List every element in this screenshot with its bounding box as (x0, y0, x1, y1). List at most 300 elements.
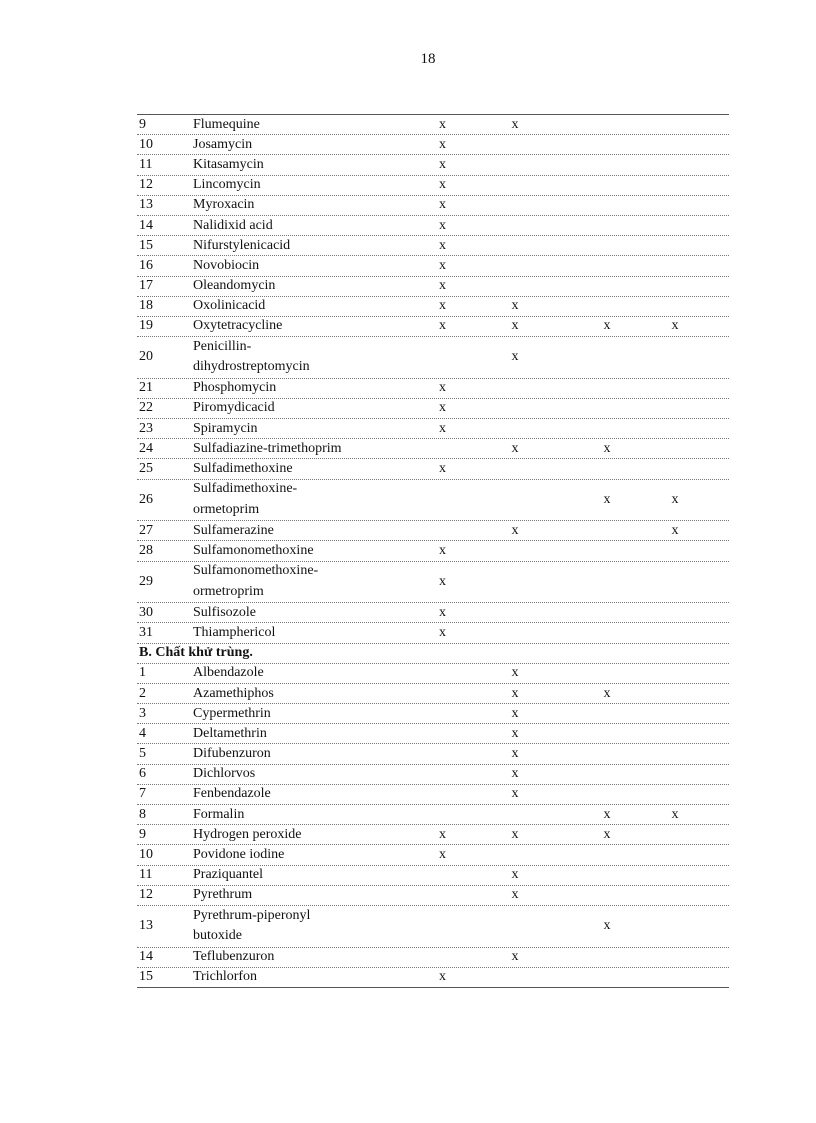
row-number: 1 (139, 665, 146, 681)
substance-name (193, 439, 437, 459)
substance-name-line: dihydrostreptomycin (193, 359, 310, 375)
substance-name (193, 744, 437, 764)
table-row (137, 337, 729, 379)
mark-col-4 (641, 603, 709, 623)
substance-name (193, 175, 437, 195)
mark-col-4 (641, 419, 709, 439)
row-number: 6 (139, 766, 146, 782)
row-number: 2 (139, 685, 146, 701)
mark-cells (437, 216, 729, 236)
section-label: B. Chất khử trùng. (139, 645, 253, 661)
mark-cells (437, 541, 729, 561)
row-number: 13 (139, 197, 153, 213)
mark-col-1: x (439, 461, 446, 476)
substance-name-line: Oxolinicacid (193, 298, 266, 314)
table-row (137, 419, 729, 439)
mark-col-4 (641, 704, 709, 724)
mark-col-4 (641, 825, 709, 845)
substance-name (193, 865, 437, 885)
row-number: 19 (139, 318, 153, 334)
mark-col-2 (457, 845, 573, 865)
mark-cells (437, 398, 729, 418)
mark-col-2 (457, 541, 573, 561)
mark-cells (437, 947, 729, 967)
mark-col-3 (573, 216, 641, 236)
mark-col-2 (457, 419, 573, 439)
table-row (137, 866, 729, 886)
mark-col-4 (641, 459, 709, 479)
table-row (137, 704, 729, 724)
mark-col-4 (641, 865, 709, 885)
row-number: 15 (139, 237, 153, 253)
substance-name-line: Dichlorvos (193, 766, 256, 782)
substance-name-line: Oxytetracycline (193, 318, 283, 334)
mark-col-4 (641, 378, 709, 398)
mark-cells (437, 684, 729, 704)
table-row (137, 785, 729, 805)
mark-col-3 (573, 603, 641, 623)
substance-name (193, 663, 437, 683)
substance-name-line: Sulfamonomethoxine- (193, 563, 319, 579)
mark-col-2: x (511, 116, 519, 132)
substance-name (193, 459, 437, 479)
mark-col-1 (437, 347, 457, 368)
mark-col-3 (573, 236, 641, 256)
mark-col-1 (437, 521, 457, 541)
mark-col-1: x (439, 624, 446, 640)
mark-cells (437, 155, 729, 175)
mark-col-3 (573, 115, 641, 135)
substance-name-line: Nifurstylenicacid (193, 237, 291, 253)
substance-name (193, 521, 437, 541)
mark-cells (437, 704, 729, 724)
mark-col-1: x (439, 197, 446, 213)
substance-name-line: Trichlorfon (193, 969, 258, 985)
mark-col-3: x (603, 440, 611, 456)
table-row (137, 886, 729, 906)
substance-name-line: Hydrogen peroxide (193, 826, 302, 842)
mark-cells (437, 764, 729, 784)
mark-col-1 (437, 764, 457, 784)
row-number: 20 (139, 349, 153, 365)
row-number: 30 (139, 604, 153, 620)
row-number: 12 (139, 177, 153, 193)
mark-col-2: x (511, 318, 519, 334)
substance-name (193, 216, 437, 236)
substance-name-line: Piromydicacid (193, 400, 275, 416)
mark-col-3 (573, 724, 641, 744)
mark-col-2: x (511, 826, 519, 842)
mark-col-2: x (511, 766, 519, 782)
table-row (137, 196, 729, 216)
mark-col-3 (573, 845, 641, 865)
mark-col-1: x (439, 318, 446, 334)
mark-cells (437, 865, 729, 885)
mark-col-2 (457, 967, 573, 987)
row-number: 21 (139, 380, 153, 396)
table-row (137, 603, 729, 623)
row-number: 10 (139, 847, 153, 862)
mark-cells (437, 296, 729, 316)
mark-col-4 (641, 663, 709, 683)
substance-name-line: Myroxacin (193, 197, 255, 213)
table-row (137, 155, 729, 175)
substance-name-line: Formalin (193, 806, 245, 822)
mark-col-4 (641, 236, 709, 256)
mark-cells (437, 347, 729, 368)
row-number: 5 (139, 746, 146, 762)
substance-name (193, 704, 437, 724)
substance-name (193, 479, 437, 520)
mark-col-2 (457, 236, 573, 256)
mark-col-3 (573, 256, 641, 276)
section-header (137, 644, 729, 664)
mark-col-3 (573, 541, 641, 561)
substance-name-line: Azamethiphos (193, 685, 274, 701)
substance-name (193, 947, 437, 967)
mark-col-1: x (439, 177, 446, 193)
mark-cells (437, 603, 729, 623)
substance-name (193, 296, 437, 316)
substance-name-line: Sulfadiazine-trimethoprim (193, 440, 342, 456)
mark-col-1: x (439, 136, 446, 152)
table-row (137, 765, 729, 785)
mark-col-3 (573, 155, 641, 175)
mark-col-4 (641, 175, 709, 195)
table-row (137, 480, 729, 522)
mark-col-1 (437, 805, 457, 825)
mark-col-3 (573, 296, 641, 316)
mark-cells (437, 490, 729, 511)
mark-col-1: x (439, 604, 446, 620)
mark-col-2 (457, 195, 573, 215)
table-row (137, 439, 729, 459)
mark-col-3 (573, 135, 641, 155)
mark-col-4: x (671, 522, 679, 538)
mark-col-2: x (511, 349, 519, 365)
mark-col-4 (641, 541, 709, 561)
mark-col-3 (573, 947, 641, 967)
mark-col-4 (641, 967, 709, 987)
mark-col-2: x (511, 725, 519, 741)
mark-col-3 (573, 784, 641, 804)
mark-col-3 (573, 459, 641, 479)
mark-col-3 (573, 419, 641, 439)
substance-table (137, 114, 729, 988)
mark-col-4 (641, 623, 709, 643)
mark-cells (437, 236, 729, 256)
substance-name-line: Phosphomycin (193, 380, 277, 396)
substance-name-line: Difubenzuron (193, 746, 271, 762)
row-number: 4 (139, 725, 146, 741)
table-row (137, 256, 729, 276)
mark-col-3: x (603, 806, 611, 822)
substance-name (193, 724, 437, 744)
mark-col-4 (641, 296, 709, 316)
substance-name-line: ormetoprim (193, 501, 260, 517)
mark-col-3 (573, 347, 641, 368)
table-row (137, 236, 729, 256)
substance-name-line: Cypermethrin (193, 705, 271, 721)
mark-col-1 (437, 916, 457, 937)
mark-col-2 (457, 623, 573, 643)
page-number: 18 (420, 51, 436, 67)
mark-col-1: x (439, 542, 446, 558)
mark-col-2 (457, 805, 573, 825)
substance-name-line: Thiamphericol (193, 624, 276, 640)
substance-name (193, 135, 437, 155)
mark-col-4 (641, 155, 709, 175)
mark-col-4 (641, 784, 709, 804)
table-row (137, 277, 729, 297)
mark-col-2 (457, 276, 573, 296)
substance-name (193, 236, 437, 256)
table-row (137, 317, 729, 337)
table-row (137, 724, 729, 744)
row-number: 22 (139, 400, 153, 416)
table-row (137, 845, 729, 865)
mark-col-3 (573, 521, 641, 541)
substance-name (193, 541, 437, 561)
mark-col-2 (457, 490, 573, 511)
substance-name-line: Sulfadimethoxine (193, 461, 293, 476)
table-row (137, 115, 729, 135)
mark-col-2: x (511, 949, 519, 965)
row-number: 3 (139, 705, 146, 721)
mark-col-1 (437, 784, 457, 804)
row-number: 13 (139, 918, 153, 934)
substance-name-line: Lincomycin (193, 177, 261, 193)
row-number: 9 (139, 116, 146, 132)
substance-name (193, 825, 437, 845)
substance-name-line: Josamycin (193, 136, 253, 152)
mark-col-4 (641, 916, 709, 937)
mark-col-1: x (439, 237, 446, 253)
table-row (137, 825, 729, 845)
substance-name-line: Penicillin- (193, 338, 252, 354)
mark-cells (437, 115, 729, 135)
mark-cells (437, 419, 729, 439)
mark-col-2 (457, 135, 573, 155)
row-number: 23 (139, 420, 153, 436)
mark-col-3 (573, 623, 641, 643)
mark-cells (437, 724, 729, 744)
row-number: 8 (139, 806, 146, 822)
table-row (137, 562, 729, 604)
row-number: 31 (139, 624, 153, 640)
row-number: 11 (139, 156, 153, 172)
mark-cells (437, 276, 729, 296)
mark-cells (437, 825, 729, 845)
table-row (137, 176, 729, 196)
mark-cells (437, 459, 729, 479)
mark-col-1 (437, 684, 457, 704)
mark-col-4 (641, 135, 709, 155)
substance-name (193, 419, 437, 439)
row-number: 10 (139, 136, 153, 152)
substance-name-line: ormetroprim (193, 583, 264, 599)
mark-cells (437, 784, 729, 804)
mark-col-4 (641, 684, 709, 704)
substance-name (193, 276, 437, 296)
row-number: 9 (139, 826, 146, 842)
mark-col-1: x (439, 116, 446, 132)
table-row (137, 906, 729, 948)
mark-cells (437, 572, 729, 593)
mark-col-4 (641, 744, 709, 764)
row-number: 25 (139, 461, 153, 476)
mark-col-1: x (439, 969, 446, 985)
substance-name-line: Praziquantel (193, 867, 263, 883)
substance-name-line: Nalidixid acid (193, 217, 273, 233)
substance-name-line: Kitasamycin (193, 156, 264, 172)
substance-name (193, 316, 437, 336)
table-row (137, 216, 729, 236)
mark-col-3 (573, 378, 641, 398)
substance-name (193, 398, 437, 418)
row-number: 14 (139, 217, 153, 233)
mark-cells (437, 744, 729, 764)
mark-col-4 (641, 947, 709, 967)
table-row (137, 968, 729, 988)
mark-col-2 (457, 603, 573, 623)
mark-col-2: x (511, 298, 519, 314)
substance-name-line: butoxide (193, 928, 242, 944)
table-row (137, 399, 729, 419)
mark-cells (437, 521, 729, 541)
substance-name-line: Povidone iodine (193, 847, 285, 862)
mark-cells (437, 195, 729, 215)
mark-col-1: x (439, 573, 446, 589)
substance-name (193, 603, 437, 623)
table-row (137, 664, 729, 684)
mark-col-3 (573, 195, 641, 215)
mark-col-4 (641, 845, 709, 865)
mark-cells (437, 378, 729, 398)
mark-col-1: x (439, 156, 446, 172)
mark-col-4 (641, 347, 709, 368)
substance-name-line: Pyrethrum (193, 887, 253, 903)
mark-col-3: x (603, 826, 611, 842)
mark-cells (437, 623, 729, 643)
mark-col-3: x (603, 491, 611, 507)
table-row (137, 541, 729, 561)
mark-col-3 (573, 865, 641, 885)
mark-col-2 (457, 155, 573, 175)
row-number: 7 (139, 786, 146, 802)
row-number: 16 (139, 257, 153, 273)
row-number: 26 (139, 491, 153, 507)
mark-col-2: x (511, 665, 519, 681)
table-row (137, 805, 729, 825)
table-row (137, 297, 729, 317)
table-row (137, 135, 729, 155)
substance-name (193, 906, 437, 947)
mark-col-1 (437, 885, 457, 905)
mark-col-2 (457, 916, 573, 937)
substance-name-line: Spiramycin (193, 420, 258, 436)
table-row (137, 744, 729, 764)
mark-col-2: x (511, 440, 519, 456)
table-row (137, 948, 729, 968)
mark-col-1 (437, 947, 457, 967)
mark-col-2 (457, 398, 573, 418)
substance-name (193, 805, 437, 825)
mark-col-3 (573, 663, 641, 683)
mark-col-1 (437, 724, 457, 744)
mark-col-2 (457, 378, 573, 398)
substance-name-line: Sulfamonomethoxine (193, 542, 314, 558)
substance-name (193, 885, 437, 905)
mark-col-2 (457, 216, 573, 236)
substance-name (193, 561, 437, 602)
mark-col-1 (437, 704, 457, 724)
mark-col-4 (641, 885, 709, 905)
mark-cells (437, 256, 729, 276)
mark-col-1 (437, 663, 457, 683)
substance-name (193, 256, 437, 276)
row-number: 29 (139, 573, 153, 589)
substance-name (193, 764, 437, 784)
mark-col-2: x (511, 867, 519, 883)
mark-col-4 (641, 572, 709, 593)
mark-cells (437, 885, 729, 905)
row-number: 28 (139, 542, 153, 558)
mark-col-1: x (439, 217, 446, 233)
mark-col-4: x (671, 806, 679, 822)
mark-col-3 (573, 572, 641, 593)
substance-name-line: Albendazole (193, 665, 264, 681)
substance-name (193, 155, 437, 175)
row-number: 11 (139, 867, 153, 883)
substance-name (193, 784, 437, 804)
mark-col-1: x (439, 257, 446, 273)
substance-name-line: Pyrethrum-piperonyl (193, 907, 311, 923)
mark-col-1: x (439, 400, 446, 416)
mark-col-1: x (439, 380, 446, 396)
mark-cells (437, 439, 729, 459)
mark-col-3 (573, 276, 641, 296)
mark-col-4 (641, 216, 709, 236)
mark-cells (437, 967, 729, 987)
table-row (137, 521, 729, 541)
substance-name-line: Sulfadimethoxine- (193, 481, 298, 497)
substance-name-line: Oleandomycin (193, 278, 276, 294)
mark-col-2 (457, 572, 573, 593)
mark-col-4 (641, 398, 709, 418)
mark-col-1 (437, 865, 457, 885)
mark-cells (437, 175, 729, 195)
mark-col-1: x (439, 420, 446, 436)
mark-col-2: x (511, 522, 519, 538)
mark-col-4: x (671, 491, 679, 507)
mark-col-2: x (511, 786, 519, 802)
mark-col-1 (437, 439, 457, 459)
table-row (137, 459, 729, 479)
substance-name (193, 967, 437, 987)
mark-col-3 (573, 885, 641, 905)
mark-col-3: x (603, 685, 611, 701)
substance-name-line: Deltamethrin (193, 725, 267, 741)
mark-col-2 (457, 175, 573, 195)
mark-col-1: x (439, 826, 446, 842)
mark-cells (437, 916, 729, 937)
mark-col-4: x (671, 318, 679, 334)
table-row (137, 623, 729, 643)
mark-col-4 (641, 276, 709, 296)
mark-col-4 (641, 439, 709, 459)
row-number: 14 (139, 949, 153, 965)
